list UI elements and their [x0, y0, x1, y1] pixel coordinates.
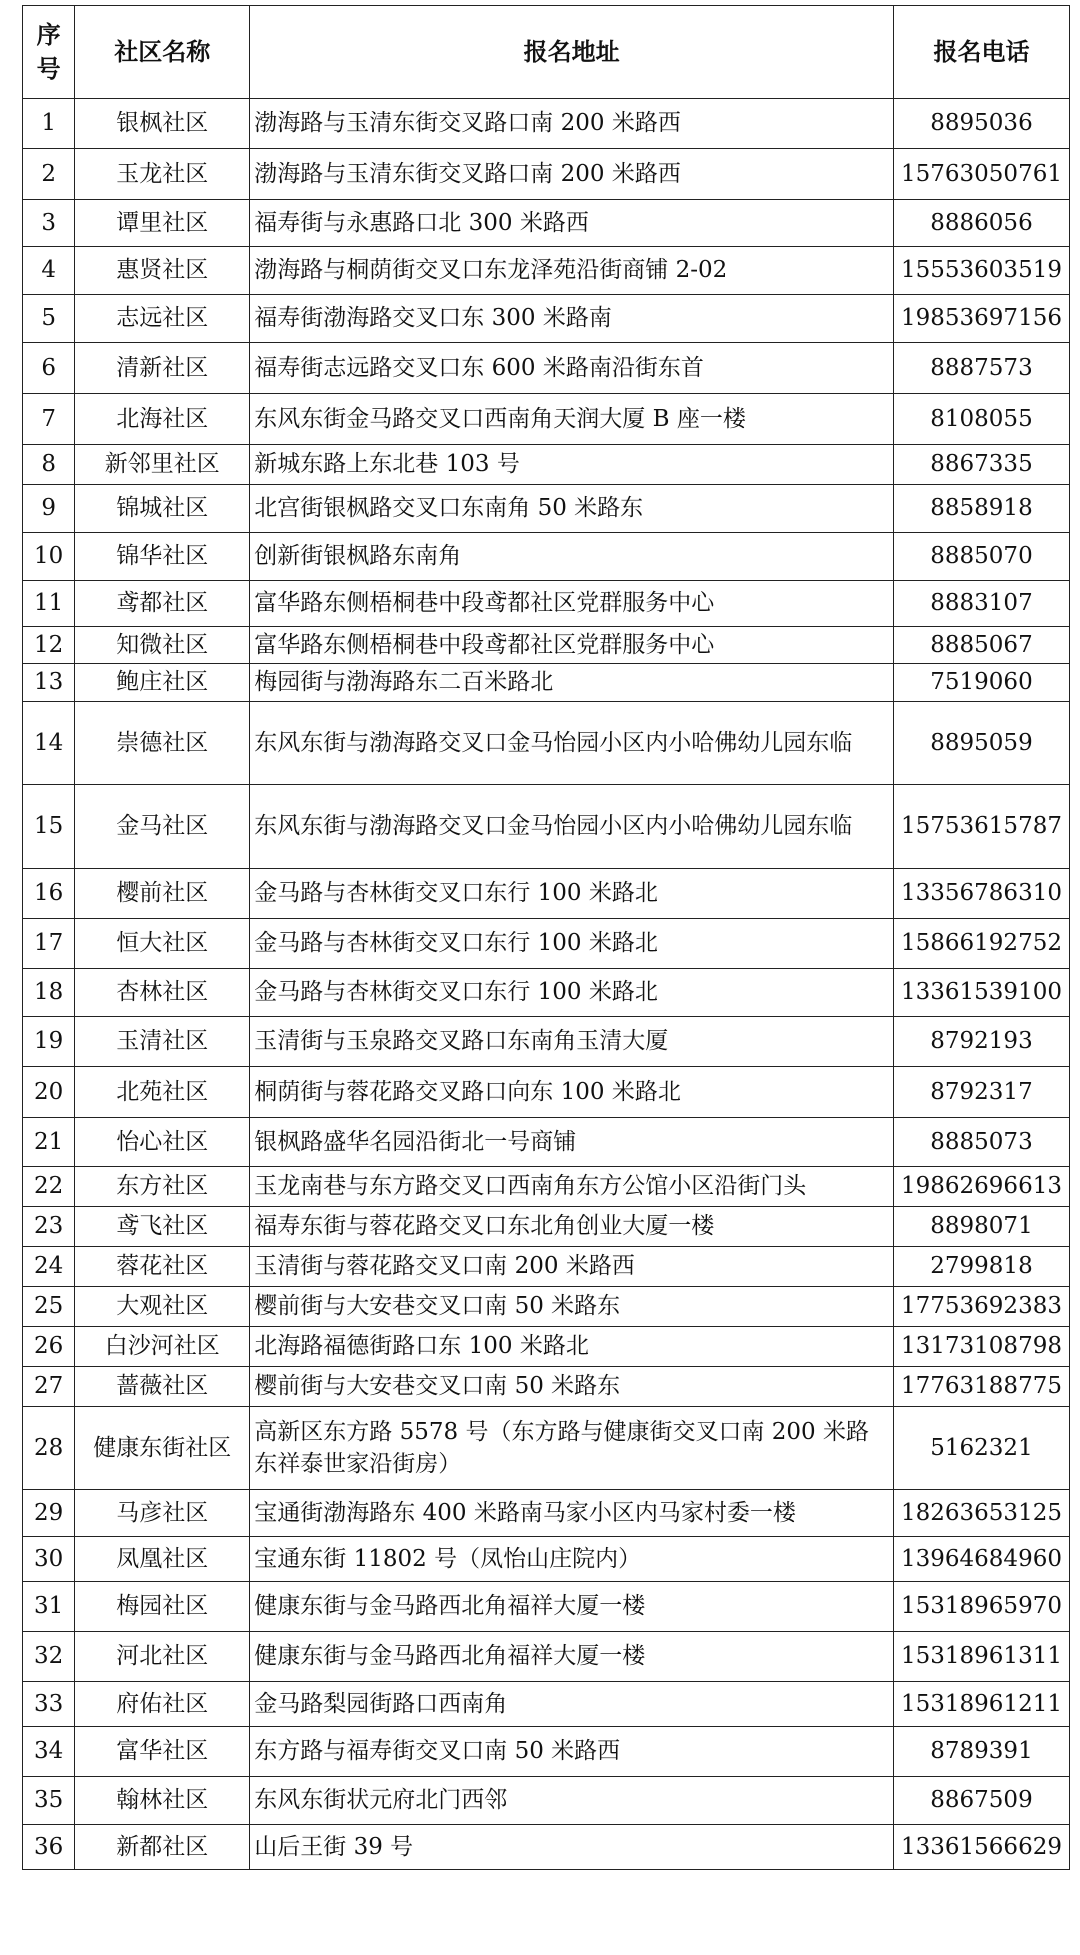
- table-row: [23, 1067, 1070, 1118]
- cell-index: 14: [23, 702, 75, 785]
- table-row: [23, 1682, 1070, 1727]
- cell-community-name: 鲍庄社区: [75, 664, 250, 702]
- cell-index: 34: [23, 1727, 75, 1777]
- cell-community-name: 崇德社区: [75, 702, 250, 785]
- cell-community-name: 志远社区: [75, 295, 250, 343]
- cell-phone: 8895059: [893, 702, 1069, 785]
- cell-phone: 13361566629: [893, 1825, 1069, 1870]
- cell-community-name: 清新社区: [75, 343, 250, 394]
- cell-address: 福寿街渤海路交叉口东 300 米路南: [250, 295, 894, 343]
- cell-address: 福寿街与永惠路口北 300 米路西: [250, 200, 894, 247]
- cell-address: 玉清街与玉泉路交叉路口东南角玉清大厦: [250, 1017, 894, 1067]
- cell-phone: 15553603519: [893, 247, 1069, 295]
- header-name: 社区名称: [75, 6, 250, 99]
- cell-community-name: 大观社区: [75, 1287, 250, 1327]
- cell-phone: 19853697156: [893, 295, 1069, 343]
- cell-index: 36: [23, 1825, 75, 1870]
- table-row: [23, 785, 1070, 869]
- cell-phone: 13173108798: [893, 1327, 1069, 1367]
- table-row: [23, 581, 1070, 627]
- cell-phone: 15318965970: [893, 1582, 1069, 1632]
- cell-community-name: 樱前社区: [75, 869, 250, 919]
- cell-community-name: 北海社区: [75, 394, 250, 445]
- cell-phone: 8789391: [893, 1727, 1069, 1777]
- cell-address: 樱前街与大安巷交叉口南 50 米路东: [250, 1367, 894, 1407]
- cell-phone: 5162321: [893, 1407, 1069, 1490]
- cell-phone: 19862696613: [893, 1167, 1069, 1207]
- header-index: 序号: [23, 6, 75, 99]
- cell-address: 山后王街 39 号: [250, 1825, 894, 1870]
- table-row: [23, 869, 1070, 919]
- cell-community-name: 新都社区: [75, 1825, 250, 1870]
- table-row: [23, 533, 1070, 581]
- table-row: [23, 969, 1070, 1017]
- cell-community-name: 锦城社区: [75, 485, 250, 533]
- cell-index: 21: [23, 1118, 75, 1167]
- cell-community-name: 河北社区: [75, 1632, 250, 1682]
- cell-community-name: 府佑社区: [75, 1682, 250, 1727]
- cell-index: 35: [23, 1777, 75, 1825]
- cell-community-name: 鸢都社区: [75, 581, 250, 627]
- table-row: [23, 343, 1070, 394]
- table-header-row: [23, 6, 1070, 99]
- cell-address: 金马路与杏林街交叉口东行 100 米路北: [250, 969, 894, 1017]
- table-row: [23, 485, 1070, 533]
- cell-phone: 8792317: [893, 1067, 1069, 1118]
- cell-index: 6: [23, 343, 75, 394]
- cell-index: 13: [23, 664, 75, 702]
- table-row: [23, 1118, 1070, 1167]
- cell-community-name: 富华社区: [75, 1727, 250, 1777]
- cell-phone: 8885073: [893, 1118, 1069, 1167]
- cell-phone: 8885070: [893, 533, 1069, 581]
- table-row: [23, 702, 1070, 785]
- cell-index: 30: [23, 1537, 75, 1582]
- cell-phone: 8792193: [893, 1017, 1069, 1067]
- table-row: [23, 1407, 1070, 1490]
- cell-community-name: 马彦社区: [75, 1490, 250, 1537]
- cell-phone: 17763188775: [893, 1367, 1069, 1407]
- cell-address: 东风东街与渤海路交叉口金马怡园小区内小哈佛幼儿园东临: [250, 785, 894, 869]
- cell-address: 桐荫街与蓉花路交叉路口向东 100 米路北: [250, 1067, 894, 1118]
- cell-address: 宝通东街 11802 号（凤怡山庄院内）: [250, 1537, 894, 1582]
- table-row: [23, 1367, 1070, 1407]
- cell-address: 东风东街金马路交叉口西南角天润大厦 B 座一楼: [250, 394, 894, 445]
- cell-community-name: 翰林社区: [75, 1777, 250, 1825]
- cell-address: 福寿街志远路交叉口东 600 米路南沿街东首: [250, 343, 894, 394]
- cell-address: 健康东街与金马路西北角福祥大厦一楼: [250, 1632, 894, 1682]
- cell-phone: 18263653125: [893, 1490, 1069, 1537]
- cell-address: 金马路与杏林街交叉口东行 100 米路北: [250, 919, 894, 969]
- table-row: [23, 1247, 1070, 1287]
- table-row: [23, 1777, 1070, 1825]
- cell-index: 1: [23, 99, 75, 149]
- cell-index: 16: [23, 869, 75, 919]
- table-row: [23, 200, 1070, 247]
- cell-address: 樱前街与大安巷交叉口南 50 米路东: [250, 1287, 894, 1327]
- table-row: [23, 295, 1070, 343]
- cell-community-name: 新邻里社区: [75, 445, 250, 485]
- cell-index: 22: [23, 1167, 75, 1207]
- cell-index: 15: [23, 785, 75, 869]
- cell-community-name: 恒大社区: [75, 919, 250, 969]
- table-row: [23, 1825, 1070, 1870]
- table-row: [23, 1582, 1070, 1632]
- cell-community-name: 怡心社区: [75, 1118, 250, 1167]
- cell-community-name: 惠贤社区: [75, 247, 250, 295]
- cell-phone: 8887573: [893, 343, 1069, 394]
- cell-address: 北宫街银枫路交叉口东南角 50 米路东: [250, 485, 894, 533]
- table-row: [23, 1287, 1070, 1327]
- cell-index: 24: [23, 1247, 75, 1287]
- cell-address: 玉清街与蓉花路交叉口南 200 米路西: [250, 1247, 894, 1287]
- cell-index: 19: [23, 1017, 75, 1067]
- header-address: 报名地址: [250, 6, 894, 99]
- cell-address: 新城东路上东北巷 103 号: [250, 445, 894, 485]
- cell-index: 25: [23, 1287, 75, 1327]
- cell-phone: 2799818: [893, 1247, 1069, 1287]
- table-row: [23, 1727, 1070, 1777]
- cell-address: 渤海路与玉清东街交叉路口南 200 米路西: [250, 99, 894, 149]
- table-row: [23, 247, 1070, 295]
- cell-phone: 8898071: [893, 1207, 1069, 1247]
- cell-address: 梅园街与渤海路东二百米路北: [250, 664, 894, 702]
- cell-index: 32: [23, 1632, 75, 1682]
- cell-index: 9: [23, 485, 75, 533]
- cell-address: 东风东街状元府北门西邻: [250, 1777, 894, 1825]
- cell-address: 渤海路与玉清东街交叉路口南 200 米路西: [250, 149, 894, 200]
- table-body: [23, 99, 1070, 1870]
- cell-phone: 13356786310: [893, 869, 1069, 919]
- cell-community-name: 蔷薇社区: [75, 1367, 250, 1407]
- cell-community-name: 鸢飞社区: [75, 1207, 250, 1247]
- cell-address: 金马路与杏林街交叉口东行 100 米路北: [250, 869, 894, 919]
- cell-index: 12: [23, 627, 75, 664]
- cell-index: 23: [23, 1207, 75, 1247]
- cell-address: 渤海路与桐荫街交叉口东龙泽苑沿街商铺 2-02: [250, 247, 894, 295]
- cell-phone: 15318961211: [893, 1682, 1069, 1727]
- cell-address: 东风东街与渤海路交叉口金马怡园小区内小哈佛幼儿园东临: [250, 702, 894, 785]
- cell-phone: 8895036: [893, 99, 1069, 149]
- cell-community-name: 健康东街社区: [75, 1407, 250, 1490]
- table-row: [23, 99, 1070, 149]
- cell-community-name: 玉清社区: [75, 1017, 250, 1067]
- table-row: [23, 919, 1070, 969]
- cell-address: 创新街银枫路东南角: [250, 533, 894, 581]
- table-row: [23, 1207, 1070, 1247]
- cell-phone: 13361539100: [893, 969, 1069, 1017]
- cell-phone: 8858918: [893, 485, 1069, 533]
- cell-index: 8: [23, 445, 75, 485]
- cell-index: 18: [23, 969, 75, 1017]
- table-row: [23, 1537, 1070, 1582]
- table-row: [23, 1632, 1070, 1682]
- table-row: [23, 627, 1070, 664]
- cell-community-name: 白沙河社区: [75, 1327, 250, 1367]
- cell-community-name: 谭里社区: [75, 200, 250, 247]
- cell-community-name: 锦华社区: [75, 533, 250, 581]
- cell-community-name: 蓉花社区: [75, 1247, 250, 1287]
- cell-address: 高新区东方路 5578 号（东方路与健康街交叉口南 200 米路东祥泰世家沿街房）: [250, 1407, 894, 1490]
- cell-community-name: 玉龙社区: [75, 149, 250, 200]
- table-row: [23, 394, 1070, 445]
- cell-phone: 15866192752: [893, 919, 1069, 969]
- cell-phone: 8885067: [893, 627, 1069, 664]
- cell-index: 20: [23, 1067, 75, 1118]
- cell-community-name: 东方社区: [75, 1167, 250, 1207]
- cell-index: 10: [23, 533, 75, 581]
- cell-index: 2: [23, 149, 75, 200]
- cell-index: 28: [23, 1407, 75, 1490]
- community-registration-table: [22, 5, 1070, 1870]
- table-row: [23, 1017, 1070, 1067]
- cell-phone: 8883107: [893, 581, 1069, 627]
- cell-phone: 13964684960: [893, 1537, 1069, 1582]
- cell-address: 金马路梨园街路口西南角: [250, 1682, 894, 1727]
- cell-index: 5: [23, 295, 75, 343]
- cell-community-name: 北苑社区: [75, 1067, 250, 1118]
- cell-address: 银枫路盛华名园沿街北一号商铺: [250, 1118, 894, 1167]
- cell-community-name: 金马社区: [75, 785, 250, 869]
- cell-phone: 8886056: [893, 200, 1069, 247]
- cell-community-name: 银枫社区: [75, 99, 250, 149]
- cell-address: 玉龙南巷与东方路交叉口西南角东方公馆小区沿街门头: [250, 1167, 894, 1207]
- cell-index: 7: [23, 394, 75, 445]
- cell-community-name: 杏林社区: [75, 969, 250, 1017]
- cell-index: 11: [23, 581, 75, 627]
- cell-address: 福寿东街与蓉花路交叉口东北角创业大厦一楼: [250, 1207, 894, 1247]
- cell-community-name: 知微社区: [75, 627, 250, 664]
- cell-community-name: 梅园社区: [75, 1582, 250, 1632]
- cell-phone: 15318961311: [893, 1632, 1069, 1682]
- cell-address: 宝通街渤海路东 400 米路南马家小区内马家村委一楼: [250, 1490, 894, 1537]
- table-row: [23, 664, 1070, 702]
- cell-index: 27: [23, 1367, 75, 1407]
- cell-address: 东方路与福寿街交叉口南 50 米路西: [250, 1727, 894, 1777]
- cell-community-name: 凤凰社区: [75, 1537, 250, 1582]
- cell-phone: 15763050761: [893, 149, 1069, 200]
- table-row: [23, 1490, 1070, 1537]
- cell-address: 富华路东侧梧桐巷中段鸢都社区党群服务中心: [250, 581, 894, 627]
- cell-index: 31: [23, 1582, 75, 1632]
- cell-phone: 17753692383: [893, 1287, 1069, 1327]
- cell-index: 33: [23, 1682, 75, 1727]
- table-row: [23, 445, 1070, 485]
- cell-phone: 7519060: [893, 664, 1069, 702]
- header-phone: 报名电话: [893, 6, 1069, 99]
- cell-phone: 8108055: [893, 394, 1069, 445]
- table-row: [23, 149, 1070, 200]
- cell-phone: 8867509: [893, 1777, 1069, 1825]
- table-row: [23, 1167, 1070, 1207]
- cell-index: 17: [23, 919, 75, 969]
- cell-address: 富华路东侧梧桐巷中段鸢都社区党群服务中心: [250, 627, 894, 664]
- cell-index: 4: [23, 247, 75, 295]
- cell-index: 26: [23, 1327, 75, 1367]
- cell-phone: 15753615787: [893, 785, 1069, 869]
- table-row: [23, 1327, 1070, 1367]
- cell-index: 29: [23, 1490, 75, 1537]
- cell-index: 3: [23, 200, 75, 247]
- cell-address: 健康东街与金马路西北角福祥大厦一楼: [250, 1582, 894, 1632]
- cell-address: 北海路福德街路口东 100 米路北: [250, 1327, 894, 1367]
- cell-phone: 8867335: [893, 445, 1069, 485]
